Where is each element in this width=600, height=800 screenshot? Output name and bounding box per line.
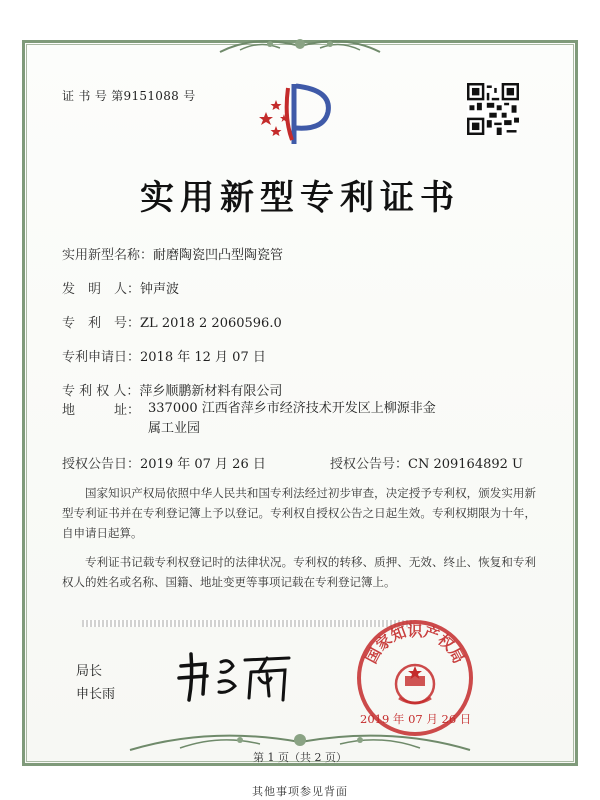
field-label: 专 利 权 人： — [62, 384, 140, 399]
grant-statement-paragraph: 国家知识产权局依照中华人民共和国专利法经过初步审查，决定授予专利权，颁发实用新型专利证书并在专利登记簿上予以登记。专利权自授权公告之日起生效。专利权期限为十年，自申请日起算。 — [62, 486, 536, 540]
footer-note: 其他事项参见背面 — [252, 785, 348, 798]
field-label: 发 明 人： — [62, 282, 141, 297]
legal-status-paragraph: 专利证书记载专利权登记时的法律状况。专利权的转移、质押、无效、终止、恢复和专利权人的姓名或名称、国籍、地址变更等事项记载在专利登记簿上。 — [62, 555, 536, 589]
announcement-number-value: CN 209164892 U — [408, 457, 523, 472]
utility-model-name-row — [62, 244, 283, 263]
page-number: 第 1 页（共 2 页） — [253, 751, 347, 764]
grant-date-row — [62, 453, 266, 472]
top-ornament-icon — [210, 32, 390, 58]
field-label: 专利申请日： — [62, 350, 141, 365]
field-label: 授权公告日： — [62, 457, 141, 472]
inventor-value: 钟声波 — [140, 282, 180, 297]
director-name: 申长雨 — [76, 687, 116, 702]
certificate-title: 实用新型专利证书 — [140, 178, 460, 218]
cnipa-logo-icon — [258, 78, 340, 148]
grant-date-value: 2019 年 07 月 26 日 — [140, 457, 266, 472]
utility-model-name-value: 耐磨陶瓷凹凸型陶瓷管 — [153, 248, 284, 263]
patent-number-row — [62, 312, 282, 331]
field-label: 地 址： — [62, 403, 141, 418]
application-date-value: 2018 年 12 月 07 日 — [140, 350, 266, 365]
patentee-row — [62, 380, 282, 399]
patentee-value: 萍乡顺鹏新材料有限公司 — [139, 384, 283, 399]
patent-number-value: ZL 2018 2 2060596.0 — [140, 316, 282, 331]
qr-code-icon — [467, 83, 519, 135]
announcement-number-row — [330, 453, 523, 472]
field-label: 专 利 号： — [62, 316, 141, 331]
seal-date: 2019 年 07 月 26 日 — [360, 712, 472, 726]
svg-text:国家知识产权局 — [362, 622, 468, 667]
certificate-number: 证 书 号 第9151088 号 — [62, 89, 196, 103]
address-row — [62, 399, 140, 418]
field-label: 实用新型名称： — [62, 248, 154, 263]
seal-text: 国家知识产权局 — [362, 622, 468, 667]
inventor-row — [62, 278, 179, 297]
director-title: 局长 — [76, 664, 103, 679]
field-label: 授权公告号： — [330, 457, 409, 472]
handwritten-signature-icon — [175, 648, 295, 703]
application-date-row — [62, 346, 266, 365]
address-value: 337000 江西省萍乡市经济技术开发区上柳源非金属工业园 — [148, 401, 436, 436]
